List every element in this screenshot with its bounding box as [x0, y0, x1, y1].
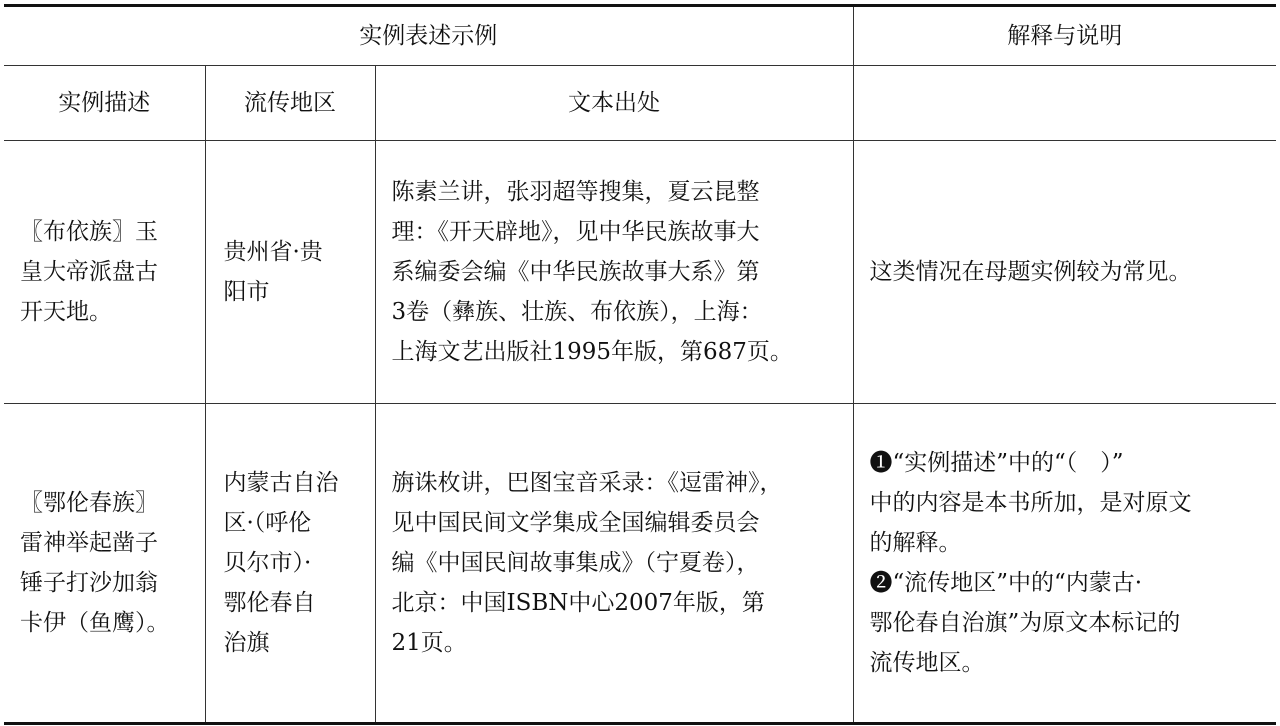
explanation-line: ❶“实例描述”中的“（ ）”	[869, 450, 1124, 476]
description-cell	[4, 404, 205, 724]
explanation-line: 鄂伦春自治旗”为原文本标记的	[869, 610, 1181, 636]
region-cell	[205, 404, 375, 724]
subheader-row	[4, 66, 1276, 141]
header-explanation-title: 解释与说明	[853, 6, 1276, 66]
region-line: 区·（呼伦	[223, 510, 312, 536]
explanation-cell	[853, 141, 1276, 404]
region-line: 贝尔市）·	[223, 550, 312, 576]
source-line: 编《中国民间故事集成》（宁夏卷），	[391, 550, 760, 576]
source-line: 上海文艺出版社1995年版，第687页。	[391, 339, 793, 365]
region-line: 鄂伦春自	[223, 590, 316, 616]
region-cell	[205, 141, 375, 404]
table-row	[4, 141, 1276, 404]
region-line: 内蒙古自治	[223, 470, 339, 496]
explanation-line: 中的内容是本书所加，是对原文	[869, 490, 1192, 516]
description-line: 〖布依族〗玉	[20, 219, 158, 245]
source-line: 陈素兰讲，张羽超等搜集，夏云昆整	[391, 179, 760, 205]
example-table	[4, 4, 1276, 725]
source-cell	[375, 141, 853, 404]
description-line: 锤子打沙加翁	[20, 570, 158, 596]
explanation-line: 这类情况在母题实例较为常见。	[869, 259, 1192, 285]
source-line: 21页。	[391, 630, 467, 656]
subheader-region: 流传地区	[205, 66, 375, 141]
subheader-description: 实例描述	[4, 66, 205, 141]
region-line: 贵州省·贵	[223, 239, 323, 265]
source-cell	[375, 404, 853, 724]
source-line: 见中国民间文学集成全国编辑委员会	[391, 510, 760, 536]
description-line: 开天地。	[20, 299, 112, 325]
explanation-line: ❷“流传地区”中的“内蒙古·	[869, 570, 1143, 596]
subheader-source: 文本出处	[375, 66, 853, 141]
source-line: 3卷（彝族、壮族、布依族），上海：	[391, 299, 763, 325]
description-line: 卡伊（鱼鹰）。	[20, 610, 170, 636]
source-line: 系编委会编《中华民族故事大系》第	[391, 259, 760, 285]
subheader-explanation	[853, 66, 1276, 141]
region-line: 治旗	[223, 630, 270, 656]
explanation-cell	[853, 404, 1276, 724]
table-row	[4, 404, 1276, 724]
explanation-line: 流传地区。	[869, 650, 985, 676]
description-cell	[4, 141, 205, 404]
region-line: 阳市	[223, 279, 270, 305]
source-line: 北京：中国ISBN中心2007年版，第	[391, 590, 765, 616]
header-row	[4, 6, 1276, 66]
explanation-line: 的解释。	[869, 530, 962, 556]
description-line: 皇大帝派盘古	[20, 259, 158, 285]
description-line: 〖鄂伦春族〗	[20, 490, 158, 516]
source-line: 旃诛枚讲，巴图宝音采录：《逗雷神》，	[391, 470, 783, 496]
source-line: 理：《开天辟地》，见中华民族故事大	[391, 219, 760, 245]
description-line: 雷神举起凿子	[20, 530, 158, 556]
header-group-title: 实例表述示例	[4, 6, 853, 66]
